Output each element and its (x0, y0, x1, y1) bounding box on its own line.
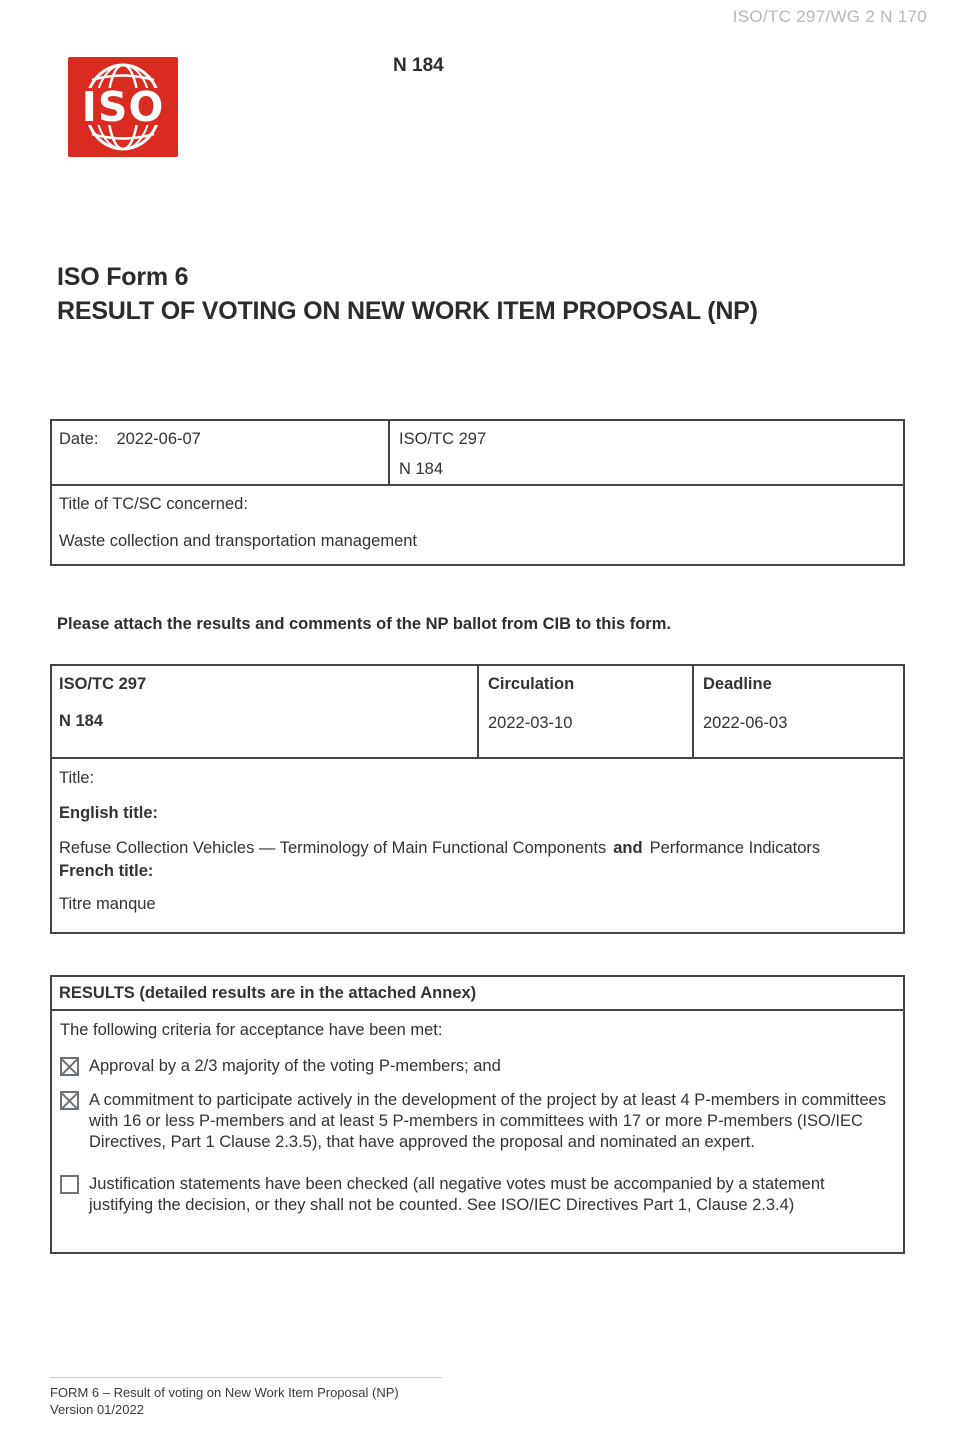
committee-doc-number: N 184 (399, 460, 444, 478)
date-cell (52, 421, 390, 484)
deadline-cell (694, 666, 903, 757)
footer-version: Version 01/2022 (50, 1401, 144, 1417)
results-table (50, 975, 905, 1254)
results-intro: The following criteria for acceptance have been met: (60, 1021, 443, 1039)
date-label: Date: (59, 430, 99, 448)
form-title-line1: ISO Form 6 (57, 263, 189, 291)
iso-logo-graphic (68, 57, 178, 157)
page-footer (50, 1385, 399, 1418)
criterion-text: A commitment to participate actively in the development of the project by at least 4 P-members in committees with 16 or less P-members and at least 5 P-members in committees with 17 or more P-members (ISO/IEC Directives, Part 1 Clause 2.3.5), that have approved the proposal and nominated an expert. (89, 1091, 886, 1151)
circulation-date: 2022-03-10 (488, 714, 573, 732)
criterion-approval (60, 1056, 891, 1077)
justification-checkbox (60, 1175, 79, 1194)
form-title-line2: RESULT OF VOTING ON NEW WORK ITEM PROPOSAL (NP) (57, 297, 758, 325)
ballot-table (50, 664, 905, 934)
ballot-committee: ISO/TC 297 (59, 675, 147, 693)
english-title-part1: Refuse Collection Vehicles — Terminology of Main Functional Components (59, 839, 607, 857)
ballot-committee-cell (52, 666, 479, 757)
results-header: RESULTS (detailed results are in the attached Annex) (52, 977, 903, 1011)
english-title-value (59, 837, 887, 859)
english-title-part2: Performance Indicators (649, 839, 821, 857)
form-title (57, 260, 758, 328)
ballot-table-header-row (52, 666, 903, 757)
deadline-date: 2022-06-03 (703, 714, 788, 732)
info-table-row-1 (52, 421, 903, 484)
footer-divider (50, 1377, 442, 1378)
title-label: Title: (59, 769, 95, 787)
ballot-doc-number: N 184 (59, 712, 104, 730)
document-number: N 184 (393, 55, 444, 76)
date-value: 2022-06-07 (116, 430, 201, 448)
deadline-label: Deadline (703, 675, 772, 693)
iso-logo-text: ISO (81, 83, 165, 131)
criterion-justification (60, 1174, 891, 1216)
tc-title-label: Title of TC/SC concerned: (59, 495, 248, 513)
circulation-label: Circulation (488, 675, 575, 693)
title-section (52, 757, 903, 932)
attach-instruction: Please attach the results and comments of the NP ballot from CIB to this form. (57, 615, 671, 633)
criterion-commitment (60, 1090, 891, 1153)
circulation-cell (479, 666, 694, 757)
iso-logo (68, 57, 178, 157)
english-title-and: and (613, 839, 643, 857)
criterion-text: Justification statements have been checked (all negative votes must be accompanied by a statement justifying the decision, or they shall not be counted. See ISO/IEC Directives Part 1, Clause 2.3.4) (89, 1175, 825, 1214)
english-title-label: English title: (59, 804, 158, 822)
criterion-text: Approval by a 2/3 majority of the voting P-members; and (89, 1057, 501, 1075)
approval-checkbox (60, 1057, 79, 1076)
committee-reference: ISO/TC 297 (399, 430, 487, 448)
footer-form-name: FORM 6 – Result of voting on New Work Item Proposal (NP) (50, 1385, 399, 1400)
french-title-label: French title: (59, 862, 154, 880)
info-table (50, 419, 905, 566)
header-reference: ISO/TC 297/WG 2 N 170 (732, 7, 927, 26)
committee-cell (390, 421, 903, 484)
french-title-value: Titre manque (59, 895, 156, 913)
commitment-checkbox (60, 1091, 79, 1110)
tc-title-cell (52, 484, 903, 564)
results-body (52, 1011, 903, 1252)
tc-title-value: Waste collection and transportation management (59, 532, 418, 550)
